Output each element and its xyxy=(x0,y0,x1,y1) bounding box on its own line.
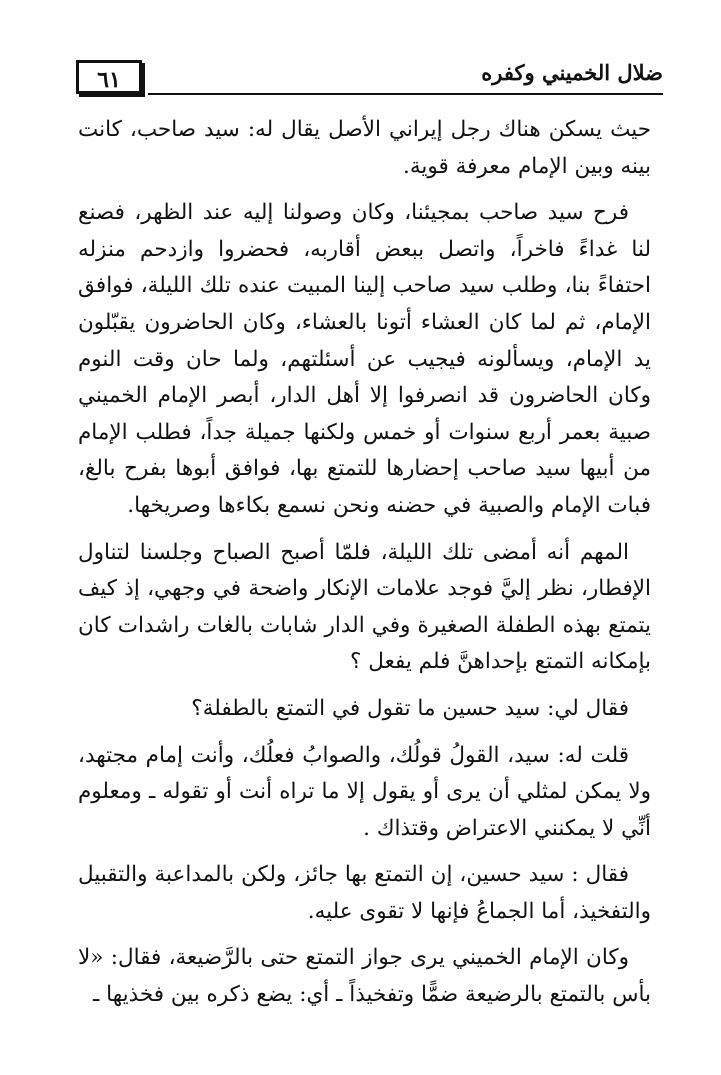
paragraph-7: وكان الإمام الخميني يرى جواز التمتع حتى بالرَّضيعة، فقال: «لا بأس بالتمتع بالرضيعة ضمًّا وتفخيذاً ـ أي: يضع ذكره بين فخذيها ـ xyxy=(78,945,651,1008)
paragraph-1: حيث يسكن هناك رجل إيراني الأصل يقال له: سيد صاحب، كانت بينه وبين الإمام معرفة قوية. xyxy=(78,117,651,179)
paragraph-5: قلت له: سيد، القولُ قولُك، والصوابُ فعلُك، وأنت إمام مجتهد، ولا يمكن لمثلي أن يرى أو يقول إلا ما تراه أنت أو تقوله ـ ومعلوم أنِّي لا يمكنني الاعتراض وقتذاك . xyxy=(78,742,651,841)
paragraph-6: فقال : سيد حسين، إن التمتع بها جائز، ولكن بالمداعبة والتقبيل والتفخيذ، أما الجماعُ فإنها لا تقوى عليه. xyxy=(78,862,651,924)
running-title: ضلال الخميني وكفره xyxy=(481,60,663,85)
page-number: ٦١ xyxy=(76,60,142,94)
paragraph-4: فقال لي: سيد حسين ما تقول في التمتع بالطفلة؟ xyxy=(191,695,629,721)
paragraph-3: المهم أنه أمضى تلك الليلة، فلمّا أصبح الصباح وجلسنا لتناول الإفطار، نظر إليَّ فوجد علامات الإنكار واضحة في وجهي، إذ كيف يتمتع بهذه الطفلة الصغيرة وفي الدار شابات بالغات راشدات كان بإمكانه التمتع بإحداهنَّ فلم يفعل ؟ xyxy=(78,539,651,675)
body-text xyxy=(78,112,651,1014)
page-header xyxy=(76,58,663,102)
paragraph-2: فرح سيد صاحب بمجيئنا، وكان وصولنا إليه عند الظهر، فصنع لنا غداءً فاخراً، واتصل ببعض أقاربه، فحضروا وازدحم منزله احتفاءً بنا، وطلب سيد صاحب إلينا المبيت عنده تلك الليلة، فوافق الإمام، ثم لما كان العشاء أتونا بالعشاء، وكان الحاضرون يقبّلون يد الإمام، ويسألونه فيجيب عن أسئلتهم، ولما حان وقت النوم وكان الحاضرون قد انصرفوا إلا أهل الدار، أبصر الإمام الخميني صبية بعمر أربع سنوات أو خمس ولكنها جميلة جداً، فطلب الإمام من أبيها سيد صاحب إحضارها للتمتع بها، فوافق أبوها بفرح بالغ، فبات الإمام والصبية في حضنه ونحن نسمع بكاءها وصريخها. xyxy=(78,200,651,518)
header-rule xyxy=(148,93,663,95)
